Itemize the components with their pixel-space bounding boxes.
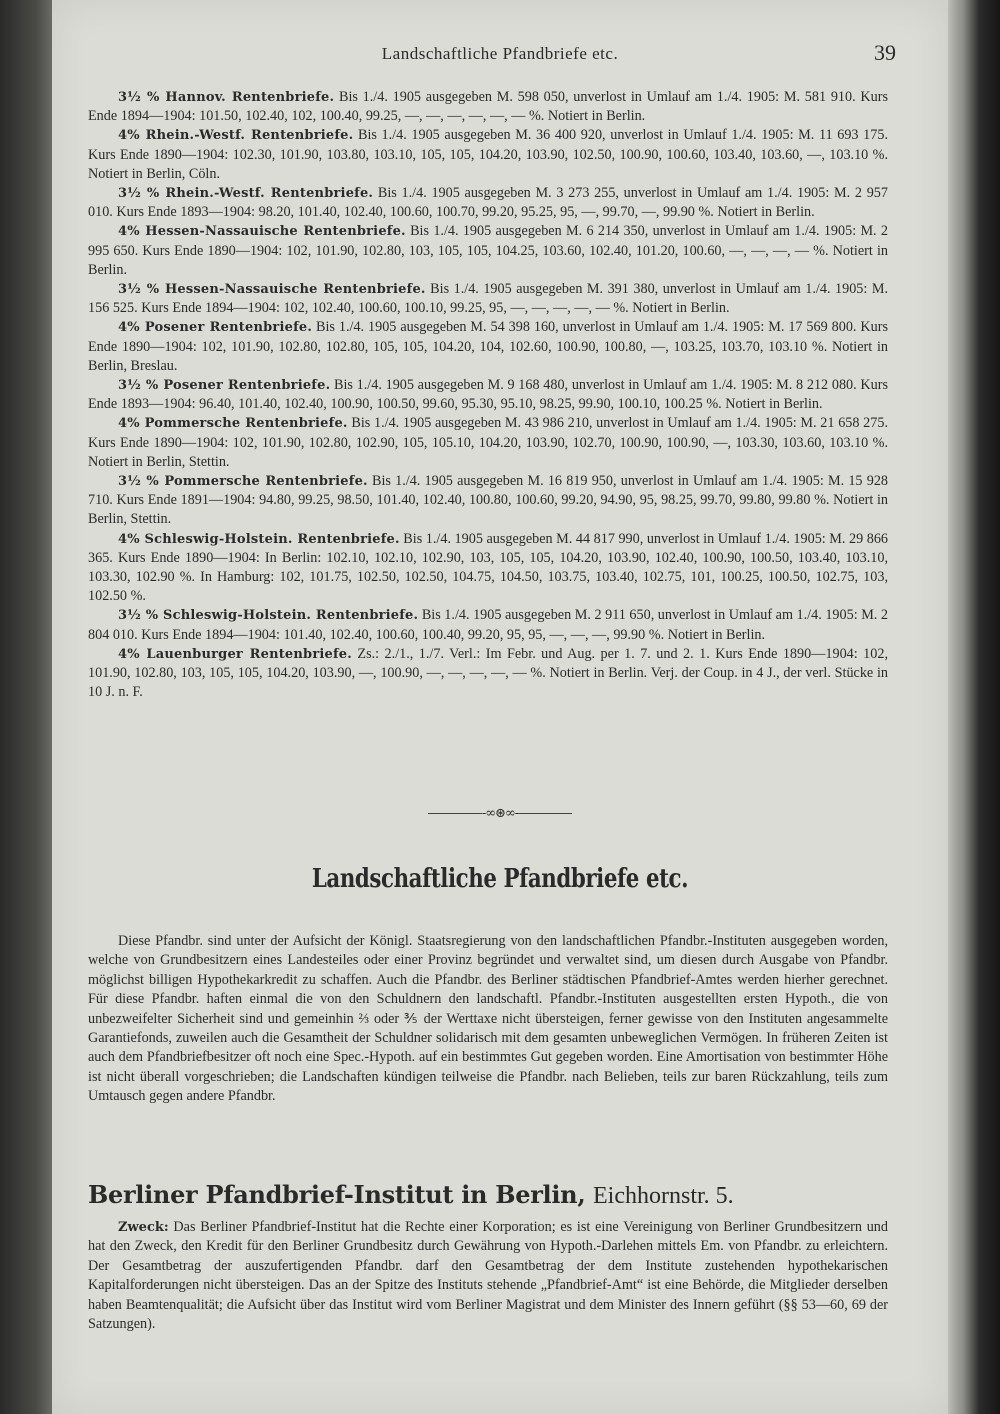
- institute-description: [88, 1218, 888, 1334]
- entry-title: 4% Hessen-Nassauische Rentenbriefe.: [118, 224, 406, 240]
- entry-title: 4% Pommersche Rentenbriefe.: [118, 416, 348, 432]
- entry-text: Bis 1./4. 1905 ausgegeben M. 391 380, unverlost in Umlauf am 1./4. 1905: M. 156 525. Kurs Ende 1894—1904: 102, 102.40, 100.60, 100.10, 99.25, 95, —, —, —, —, — %. Notiert in Berlin.: [88, 281, 889, 317]
- book-page: [52, 0, 948, 1414]
- entry-text: Bis 1./4. 1905 ausgegeben M. 6 214 350, unverlost in Umlauf am 1./4. 1905: M. 2 995 650. Kurs Ende 1890—1904: 102, 101.90, 102.80, 103, 105, 105, 104.25, 103.60, 102.40, 101.20, 100.60, —, —, —, — %. Notiert in Berlin.: [88, 223, 888, 278]
- entry-text: Bis 1./4. 1905 ausgegeben M. 43 986 210, unverlost in Umlauf am 1./4. 1905: M. 21 658 275. Kurs Ende 1890—1904: 102, 101.90, 102.80, 102.90, 105, 105.10, 104.20, 103.90, 102.70, 100.90, 100.90, —, 103.30, 103.60, 103.10 %. Notiert in Berlin, Stettin.: [88, 415, 889, 470]
- entry: [88, 280, 888, 318]
- entry-title: 4% Posener Rentenbriefe.: [118, 320, 313, 336]
- entry-text: Bis 1./4. 1905 ausgegeben M. 3 273 255, unverlost in Umlauf am 1./4. 1905: M. 2 957 010. Kurs Ende 1893—1904: 98.20, 101.40, 102.40, 100.60, 100.70, 99.20, 95.25, 95, —, 99.70, —, 99.90 %. Notiert in Berlin.: [88, 185, 888, 221]
- entry-text: Bis 1./4. 1905 ausgegeben M. 9 168 480, unverlost in Umlauf am 1./4. 1905: M. 8 212 080. Kurs Ende 1893—1904: 96.40, 101.40, 102.40, 100.90, 100.50, 99.60, 95.30, 95.10, 98.25, 99.90, 100.10, 100.25 %. Notiert in Berlin.: [88, 377, 888, 413]
- entry-title: 3½ % Pommersche Rentenbriefe.: [118, 474, 368, 490]
- institute-purpose-text: Das Berliner Pfandbrief-Institut hat die Rechte einer Korporation; es ist eine Vereinigung von Berliner Grundbesitzern und hat den Zweck, den Kredit für den Berliner Grundbesitz durch Gewährung von Hypoth.-Darlehen mittels Em. von Pfandbr. zu erleichtern. Der Gesamtbetrag der auszufertigenden Pfandbr. darf den Gesamtbetrag der dem Institute zustehenden hypothekarischen Kapitalforderungen nicht übersteigen. Das an der Spitze des Instituts stehende „Pfandbrief-Amt“ ist eine Behörde, die Mitglieder derselben haben Beamtenqualität; die Aufsicht über das Institut wird vom Berliner Magistrat und dem Minister des Innern geführt (§§ 53—60, 69 der Satzungen).: [88, 1219, 888, 1333]
- entry-title: 4% Rhein.-Westf. Rentenbriefe.: [118, 128, 354, 144]
- running-head: Landschaftliche Pfandbriefe etc.: [381, 44, 619, 63]
- entry-title: 3½ % Rhein.-Westf. Rentenbriefe.: [118, 186, 374, 202]
- institute-heading: [88, 1180, 888, 1210]
- entry-title: 3½ % Hannov. Rentenbriefe.: [118, 90, 335, 105]
- entry-text: Bis 1./4. 1905 ausgegeben M. 598 050, unverlost in Umlauf am 1./4. 1905: M. 581 910. Kurs Ende 1894—1904: 101.50, 102.40, 102, 100.40, 99.25, —, —, —, —, —, — %. Notiert in Berlin.: [88, 89, 888, 125]
- entry: [88, 530, 888, 607]
- entry-text: Zs.: 2./1., 1./7. Verl.: Im Febr. und Aug. per 1. 7. und 2. 1. Kurs Ende 1890—1904: 102, 101.90, 102.80, 103, 105, 105, 104.20, 103.90, —, 100.90, —, —, —, —, — %. Notiert in Berlin. Verj. der Coup. in 4 J., der verl. Stücke in 10 J. n. F.: [88, 645, 888, 701]
- entry-title: 4% Schleswig-Holstein. Rentenbriefe.: [118, 531, 400, 547]
- rentenbriefe-entries: [88, 88, 888, 703]
- ornament-glyph: -∞⊛∞-: [481, 806, 519, 821]
- divider-rule: [428, 813, 482, 814]
- entry: [88, 472, 888, 530]
- entry-title: 3½ % Schleswig-Holstein. Rentenbriefe.: [118, 608, 419, 624]
- entry-text: Bis 1./4. 1905 ausgegeben M. 44 817 990, unverlost in Umlauf 1./4. 1905: M. 29 866 365. Kurs Ende 1890—1904: In Berlin: 102.10, 102.10, 102.90, 103, 105, 105, 104.20, 103.90, 102.40, 100.90, 100.50, 103.40, 103.10, 103.30, 102.90 %. In Hamburg: 102, 101.75, 102.50, 102.50, 104.75, 104.50, 103.75, 103.40, 102.75, 101, 100.25, 100.50, 102.75, 103, 102.50 %.: [88, 530, 889, 605]
- entry-text: Bis 1./4. 1905 ausgegeben M. 16 819 950, unverlost in Umlauf am 1./4. 1905: M. 15 928 710. Kurs Ende 1891—1904: 94.80, 99.25, 98.50, 101.40, 102.40, 100.80, 100.60, 99.20, 94.90, 95, 98.25, 99.70, 99.80, 99.80 %. Notiert in Berlin, Stettin.: [88, 473, 889, 528]
- entry: [88, 88, 888, 126]
- entry-title: 4% Lauenburger Rentenbriefe.: [118, 646, 352, 662]
- entry-title: 3½ % Posener Rentenbriefe.: [118, 378, 331, 394]
- entry-text: Bis 1./4. 1905 ausgegeben M. 54 398 160, unverlost in Umlauf am 1./4. 1905: M. 17 569 800. Kurs Ende 1890—1904: 102, 101.90, 102.80, 102.80, 105, 105, 104.20, 104, 102.60, 100.90, 100.80, —, 103.25, 103.70, 103.10 %. Notiert in Berlin, Breslau.: [88, 319, 888, 374]
- institute-name: Berliner Pfandbrief-Institut in Berlin,: [88, 1180, 586, 1209]
- section-intro-text: Diese Pfandbr. sind unter der Aufsicht der Königl. Staatsregierung von den landschaftlichen Pfandbr.-Instituten ausgegeben worden, welche von Grundbesitzern eines Landesteiles oder einer Provinz begründet und verwaltet sind, um diesen durch Ausgabe von Pfandbr. möglichst billigen Hypothekarkredit zu schaffen. Auch die Pfandbr. des Berliner städtischen Pfandbrief-Amtes werden hierher gerechnet. Für diese Pfandbr. haften einmal die von den Schuldnern den landschaftl. Pfandbr.-Instituten ausgestellten ersten Hypoth., die von unbezweifelter Sicherheit sind und gemeinhin ⅔ oder ⅗ der Werttaxe nicht übersteigen, ferner gewisse von den Instituten angesammelte Garantiefonds, zuweilen auch die Gesamtheit der Schuldner solidarisch mit dem gesamten unbeweglichen Vermögen. In früheren Zeiten ist auch dem Pfandbriefbesitzer oft noch eine Spec.-Hypoth. auf ein bestimmtes Gut gegeben worden. Eine Amortisation von bestimmter Höhe ist nicht überall vorgeschrieben; die Landschaften kündigen teilweise die Pfandbr. nach Belieben, teils zur baren Rückzahlung, teils zum Umtausch gegen andere Pfandbr.: [88, 933, 888, 1105]
- entry: [88, 184, 888, 222]
- entry: [88, 126, 888, 184]
- entry: [88, 222, 888, 280]
- page-number: 39: [874, 40, 896, 65]
- institute-address: Eichhornstr. 5.: [593, 1183, 734, 1209]
- entry-text: Bis 1./4. 1905 ausgegeben M. 36 400 920, unverlost in Umlauf 1./4. 1905: M. 11 693 175. Kurs Ende 1890—1904: 102.30, 101.90, 103.80, 103.10, 105, 105, 104.20, 103.90, 102.50, 100.90, 100.60, 103.40, 103.60, —, 103.10 %. Notiert in Berlin, Cöln.: [88, 127, 888, 182]
- entry: [88, 645, 888, 703]
- book-edge-shadow: [948, 0, 1000, 1414]
- section-heading: Landschaftliche Pfandbriefe etc.: [311, 864, 689, 894]
- entry: [88, 318, 888, 376]
- entry: [88, 414, 888, 472]
- entry: [88, 376, 888, 414]
- section-divider-ornament: [52, 806, 948, 821]
- institute-purpose-label: Zweck:: [118, 1220, 169, 1235]
- book-gutter-shadow: [0, 0, 52, 1414]
- divider-rule: [518, 813, 572, 814]
- entry-text: Bis 1./4. 1905 ausgegeben M. 2 911 650, unverlost in Umlauf am 1./4. 1905: M. 2 804 010. Kurs Ende 1894—1904: 101.40, 102.40, 100.60, 100.40, 99.20, 95, 95, —, —, —, 99.90 %. Notiert in Berlin.: [88, 607, 889, 643]
- entry: [88, 606, 888, 644]
- entry-title: 3½ % Hessen-Nassauische Rentenbriefe.: [118, 282, 426, 298]
